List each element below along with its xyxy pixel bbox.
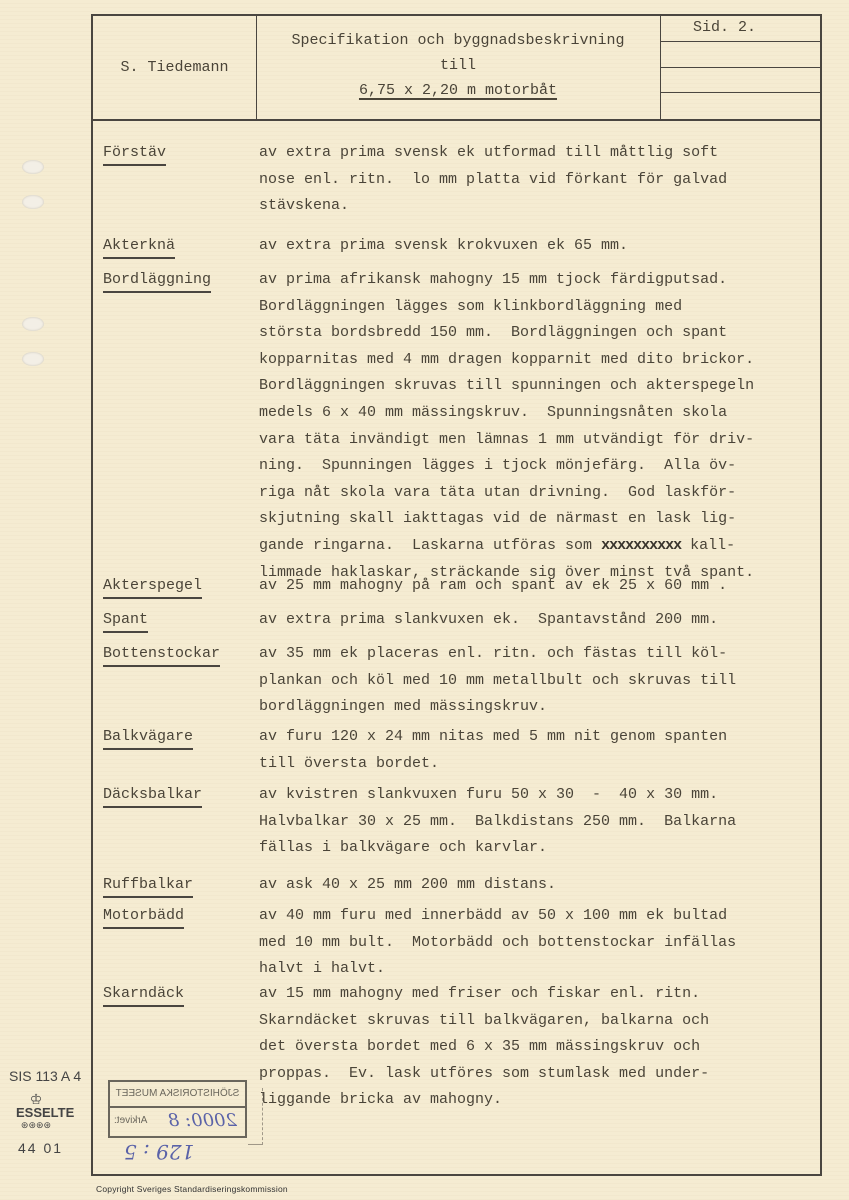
- title-line-1: Specifikation och byggnadsbeskrivning: [291, 32, 625, 49]
- boat-dimensions-title: 6,75 x 2,20 m motorbåt: [358, 82, 558, 99]
- entry-description: av extra prima slankvuxen ek. Spantavstånd 200 mm.: [259, 611, 719, 628]
- entry-term: Bordläggning: [103, 267, 211, 293]
- punch-hole: [22, 160, 44, 174]
- entry-description: av furu 120 x 24 mm nitas med 5 mm nit genom spanten till översta bordet.: [259, 728, 728, 772]
- entry-description: av 35 mm ek placeras enl. ritn. och fästas till köl- plankan och köl med 10 mm metallbult och skruvas till bordläggningen med mässingskruv.: [259, 645, 737, 716]
- entry-term: Balkvägare: [103, 724, 193, 750]
- handwritten-reference: 129 : 5: [124, 1140, 195, 1164]
- entry-description: av kvistren slankvuxen furu 50 x 30 - 40 x 30 mm. Halvbalkar 30 x 25 mm. Balkdistans 250 mm. Balkarna fällas i balkvägare och karvlar.: [259, 786, 737, 857]
- entry-description: av ask 40 x 25 mm 200 mm distans.: [259, 876, 557, 893]
- punch-hole: [22, 195, 44, 209]
- entry-term: Akterspegel: [103, 573, 202, 599]
- form-header: [93, 16, 820, 121]
- title-cell: [256, 16, 661, 119]
- entry-description: av 40 mm furu med innerbädd av 50 x 100 mm ek bultad med 10 mm bult. Motorbädd och bottenstockar infällas halvt i halvt.: [259, 907, 737, 978]
- description-text: av prima afrikansk mahogny 15 mm tjock färdigputsad. Bordläggningen lägges som klinkbordläggning med största bordsbredd 150 mm. Bordläggningen och spant kopparnitas med 4 mm dragen kopparnit med dito brickor. Bordläggningen skruvas till spunningen och akterspegeln medels 6 x 40 mm mässingskruv. Spunningsnåten skola vara täta invändigt men lämnas 1 mm utvändigt för driv- ning. Spunningen lägges i tjock mönjefärg. Alla öv- riga nåt skola vara täta utan drivning. God laskför- skjutning skall iakttagas vid de närmast en lask lig- gande ringarna. Laskarna utföras som: [259, 271, 755, 554]
- entry-term: Spant: [103, 607, 148, 633]
- page-number: Sid. 2.: [661, 16, 820, 42]
- blank-row: [661, 68, 820, 94]
- entry-term: Skarndäck: [103, 981, 184, 1007]
- entry-description: av extra prima svensk ek utformad till måttlig soft nose enl. ritn. lo mm platta vid förkant för galvad stävskena.: [259, 144, 728, 215]
- form-code: SIS 113 A 4: [9, 1068, 82, 1084]
- wheels-icon: ⊛⊛⊛⊛: [20, 1120, 52, 1130]
- stamp-bracket: [248, 1088, 263, 1145]
- author-cell: [93, 16, 257, 119]
- entry-term: Bottenstockar: [103, 641, 220, 667]
- entry-term: Ruffbalkar: [103, 872, 193, 898]
- entry-description: [259, 267, 819, 586]
- museum-name: SJÖHISTORISKA MUSEET: [110, 1082, 245, 1108]
- title-line-2: till: [439, 57, 476, 74]
- author-name: S. Tiedemann: [120, 59, 229, 76]
- struck-out-word: xxxxxxxxxx: [601, 536, 682, 554]
- entry-description: av 15 mm mahogny med friser och fiskar enl. ritn. Skarndäcket skruvas till balkvägaren, balkarna och det översta bordet med 6 x 35 mm mässingskruv och proppas. Ev. lask utföres som stumlask med under- liggande bricka av mahogny.: [259, 985, 710, 1109]
- entry-term: Däcksbalkar: [103, 782, 202, 808]
- specification-form: [91, 14, 822, 1176]
- archive-number: 2000: 8: [167, 1110, 237, 1131]
- crown-icon: ♔: [29, 1091, 43, 1107]
- esselte-logo: [16, 1091, 75, 1130]
- description-text: kall- limmade haklaskar, sträckande sig över minst två spant.: [259, 536, 755, 581]
- archive-row: [110, 1108, 245, 1134]
- brand-number: 44 01: [18, 1140, 64, 1156]
- entry-term: Motorbädd: [103, 903, 184, 929]
- blank-row: [661, 93, 820, 119]
- punch-hole: [22, 317, 44, 331]
- entry-term: Förstäv: [103, 140, 166, 166]
- entry-term: Akterknä: [103, 233, 175, 259]
- archive-label: Arkivet:: [114, 1115, 148, 1126]
- copyright-notice: Copyright Sveriges Standardiseringskommission: [96, 1184, 288, 1194]
- punch-hole: [22, 352, 44, 366]
- brand-name: ESSELTE: [16, 1105, 75, 1120]
- entry-description: av 25 mm mahogny på ram och spant av ek 25 x 60 mm .: [259, 577, 728, 594]
- blank-row: [661, 42, 820, 68]
- entry-description: av extra prima svensk krokvuxen ek 65 mm.: [259, 237, 629, 254]
- page-info-cell: [661, 16, 820, 119]
- archive-stamp: [108, 1080, 247, 1138]
